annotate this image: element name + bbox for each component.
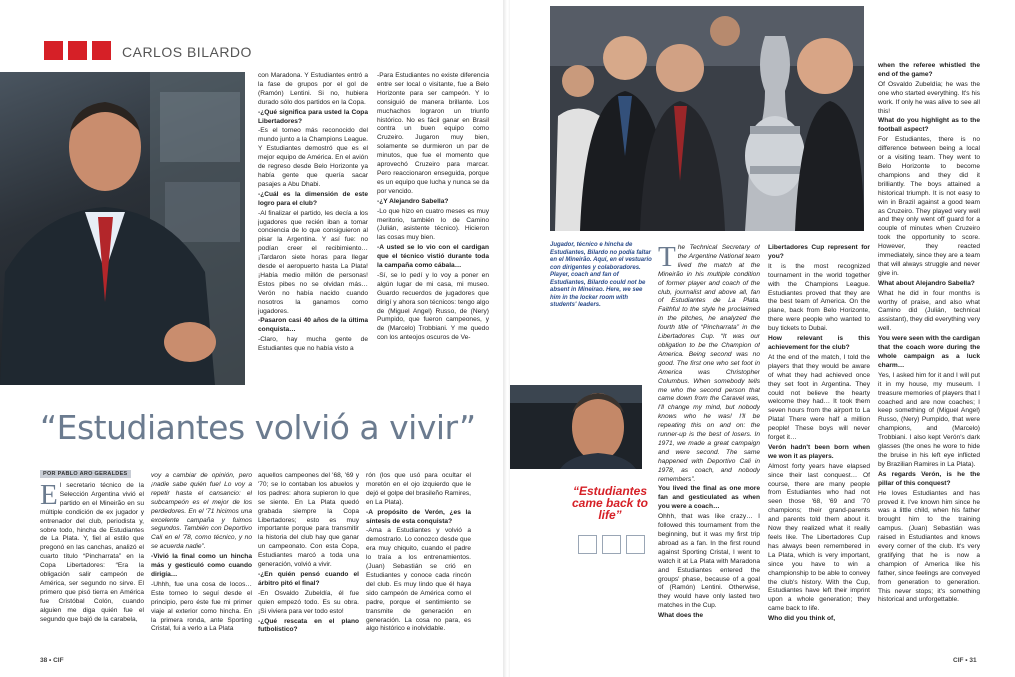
paragraph: -Ama a Estudiantes y volvió a demostrarlo. Lo conozco desde que era muy chiquito, cuando el padre lo traía a los entrenamientos. (Juan) Sebastián se crió en Estudiantes y conoce cada rincón del club. Es muy lindo que él haya sido campeón de América como el padre, porque el sentimiento se transmite de generación en generación. La cosa no para, es algo histórico e inolvidable. [366, 527, 471, 633]
paragraph: Yes, I asked him for it and I will put it in my house, my museum. I treasure memories of players that I coached and are now coaches; I keep something of (Miguel Angel) Russo, (Nery) Pumpido, that were champions, and (Marcelo) Trobbiani. I also kept Verón's dark glasses (the ones he wore to hide the bruise in his left eye inflicted by Brazilian Ramires in La Plata). [878, 371, 980, 468]
paragraph: con Maradona. Y Estudiantes entró a la fase de grupos por el gol de (Ramón) Lentini. Si no, hubiera durado sólo dos partidos en la Copa. [258, 72, 368, 106]
question: when the referee whistled the end of the game? [878, 62, 980, 78]
es-column-4 [151, 472, 252, 662]
paragraph: aquellos campeones del '68, '69 y '70; se lo contaban los abuelos y los padres: ahora supieron lo que se siente. En La Plata quedó grabada siempre la Copa Libertadores; esto es muy importante porque para transmitir la historia del club hay que ganar un campeonato. Con esta Copa, Estudiantes marcó a toda una generación, volvió a vivir. [258, 472, 359, 569]
es-column-6 [366, 472, 471, 662]
paragraph: voy a cambiar de opinión, pero ¡nadie sabe quién fue! Lo voy a repetir hasta el cansancio: el subcampeón es el mejor de los perdedores. En el '71 hicimos una excelente campaña y fuimos segundos. También con Deportivo Cali en el '78, como técnico, y no se acuerda nadie”. [151, 472, 252, 551]
left-page [0, 0, 505, 677]
outline-square [626, 535, 645, 554]
es-column-1 [258, 72, 368, 387]
question: -¿Y Alejandro Sabella? [377, 197, 449, 205]
question: Who did you think of, [768, 615, 836, 623]
es-column-2 [377, 72, 489, 387]
question: What about Alejandro Sabella? [878, 279, 975, 287]
paragraph: Of Osvaldo Zubeldía; he was the one who started everything. It's his work. If only he was alive to see all this! [878, 80, 980, 115]
paragraph: -Al finalizar el partido, les decía a los jugadores que recién iban a tomar conciencia de lo que consiguieron al pisar la Argentina. Y así fue: no podían creer el recibimiento… ¡Tardaron siete horas para llegar desde el aeropuerto hasta La Plata! ¡Había medio millón de personas! Estos pibes no se olvidan más… Verón no había nacido cuando nosotros la ganamos como jugadores. [258, 209, 368, 315]
page-number-right: CIF • 31 [953, 657, 977, 664]
question: You lived the final as one more fan and gesticulated as when you were a coach… [658, 485, 760, 511]
accent-square [92, 41, 111, 60]
question: As regards Verón, is he the pillar of this conquest? [878, 470, 980, 487]
paragraph: What he did in four months is worthy of praise, and also what Camino did (Julián, technical assistant), they did everything very well. [878, 289, 980, 333]
paragraph: For Estudiantes, there is no difference between being a local or a visiting team. They went to Belo Horizonte to become champions and they did it brilliantly. The boys attained a historical triumph. It is not easy to win in Brazil against a good team as Cruzeiro. They played very well and they only went off guard for a couple of minutes when Cruzeiro took the opportunity to score. However, they reacted immediately, since they are a team that will always struggle and never give in. [878, 136, 980, 277]
outline-square [578, 535, 597, 554]
question: -A propósito de Verón, ¿es la síntesis de esta conquista? [366, 508, 471, 525]
drop-cap: T [658, 244, 676, 273]
question: -Pasaron casi 40 años de la última conquista… [258, 317, 368, 334]
paragraph: At the end of the match, I told the players that they would be aware of what they had achieved once they set foot in Argentina. They could not believe the hearty welcome they had… It took them seven hours from the airport to La Plata! There were half a million people! These boys will never forget it… [768, 353, 870, 442]
pull-quote: “Estudiantes came back to life” [571, 484, 649, 522]
paragraph: -Claro, hay mucha gente de Estudiantes que no había visto a [258, 336, 368, 353]
question: -Vivió la final como un hincha más y gesticuló como cuando dirigía… [151, 553, 252, 578]
accent-square [44, 41, 63, 60]
question: -¿Cuál es la dimensión de este logro para el club? [258, 190, 368, 207]
section-title: CARLOS BILARDO [122, 44, 252, 60]
right-page [510, 0, 1015, 677]
es-column-5 [258, 472, 359, 662]
paragraph: -Sí, se lo pedí y lo voy a poner en algún lugar de mi casa, mi museo. Guardo recuerdos de jugadores que dirigí y ahora son técnicos: tengo algo de (Miguel Angel) Russo, de (Nery) Pumpido, que fueron campeones, y de (Marcelo) Trobbiani. Y me quedo con los anteojos oscuros de Ve- [377, 271, 489, 342]
celebration-photo [550, 6, 864, 231]
lead-paragraph [40, 482, 144, 625]
question: You were seen with the cardigan that the coach wore during the whole campaign as a luck charm… [878, 335, 980, 369]
paragraph: -Para Estudiantes no existe diferencia entre ser local o visitante, fue a Belo Horizonte para ser campeón. Y lo consiguió de manera brillante. Los muchachos lograron un triunfo histórico. No es fácil ganar en Brasil contra un buen equipo como Cruzeiro. Jugaron muy bien, solamente se durmieron un par de minutos, que fue el momento que aprovechó Cruzeiro para marcar. Pero reaccionaron enseguida, porque es un equipo que lucha y nunca se da por vencido. [377, 72, 489, 195]
outline-square [602, 535, 621, 554]
paragraph: -Es el torneo más reconocido del mundo junto a la Champions League. Y Estudiantes demostró que es el mejor equipo de América. En el avión de regreso desde Belo Horizonte ya había gente que quería sacar pasajes a Abu Dhabi. [258, 127, 368, 188]
question: What does the [658, 612, 704, 620]
paragraph: rón (los que usó para ocultar el moretón en el ojo izquierdo que le dejó el golpe del brasileño Ramires, en La Plata). [366, 472, 471, 506]
bilardo-portrait-photo [0, 72, 245, 385]
en-column-1 [658, 244, 760, 664]
lead-text: he Technical Secretary of the Argentine National team lived the match at the Mineirão in his multiple condition of former player and coach of the club, journalist and above all, fan of Estudiantes de La Plata. Faithful to the style he proclaimed in the pitches, he analyzed the fourth title of “Pincharrata” in the Libertadores Cup. “It was our obligation to be the Champion of America. Being second was no good. The first one who set foot in America was Christopher Columbus. When somebody tells me who the second person that came down from the Caravel was, I'll change my mind, but nobody knows who he was! I'll be repeating this on and on: the runner-up is the best of losers. In 1971, we made a great campaign and were second. The same happened with Deportivo Cali in 1978, as coach, and nobody remembers”. [658, 244, 760, 483]
question: How relevant is this achievement for the club? [768, 335, 870, 351]
question: Libertadores Cup represent for you? [768, 244, 870, 260]
photo-caption: Jugador, técnico e hincha de Estudiantes, Bilardo no podía faltar en el Mineirão. Aquí, en el vestuario con dirigentes y colaboradores. Player, coach and fan of Estudiantes, Bilardo could not be absent in Mineirao. Here, we see him in the locker room with students' leaders. [550, 242, 652, 308]
question: What do you highlight as to the football aspect? [878, 117, 980, 134]
bilardo-closeup-photo [510, 385, 642, 469]
question: -A usted se lo vio con el cardigan que el técnico vistió durante toda la campaña como cábala… [377, 244, 489, 270]
question: -¿Qué rescata en el plano futbolístico? [258, 617, 359, 634]
paragraph: Ohhh, that was like crazy… I followed this tournament from the beginning, but it was my first trip abroad as a fan. In the first round against Sporting Cristal, I went to watch it at La Plata with Maradona and Estudiantes entered the groups' phase, because of a goal of (Ramón) Lentini. Otherwise, they would have only lasted two matches in the Cup. [658, 513, 760, 610]
paragraph: -En Osvaldo Zubeldía, él fue quien empezó todo. Es su obra. ¡Si viviera para ver todo esto! [258, 589, 359, 615]
question: -¿En quién pensó cuando el árbitro pitó el final? [258, 570, 359, 587]
paragraph: -Lo que hizo en cuatro meses es muy meritorio, también lo de Camino (Julián, asistente técnico). Hicieron las cosas muy bien. [377, 207, 489, 242]
paragraph: Almost forty years have elapsed since their last conquest… Of course, there are many people from Estudiantes who had not seen those '68, '69 and '70 champions; their grand-parents and parents told them about it. Now they realized what it really feels like. The Libertadores Cup has always been remembered in La Plata, which is very important, since you have to win a championship to be able to convey the club's history. With the Cup, Estudiantes have left their imprint upon a whole generation; they came back to life. [768, 462, 870, 613]
es-column-3 [40, 482, 144, 662]
paragraph: -Uhhh, fue una cosa de locos… Este torneo lo seguí desde el principio, pero éste fue mi primer viaje al exterior como hincha. En la primera ronda, ante Sporting Cristal, fui a verlo a La Plata [151, 580, 252, 633]
drop-cap: E [40, 482, 58, 511]
accent-square [68, 41, 87, 60]
lead-paragraph [658, 244, 760, 484]
byline: POR PABLO ARO GERALDES [40, 470, 131, 478]
lead-text: l secretario técnico de la Selección Argentina vivió el partido en el Mineirão en su múltiple condición de ex jugador y entrenador del club, periodista y, sobre todo, hincha de Estudiantes de La Plata. Y, fiel al estilo que pregonó en las canchas, analizó el cuarto título “Pincharrata” en la Copa Libertadores: “Era la obligación salir campeón de América, ser segundo no sirve. El primero que pisó tierra en América fue Cristóbal Colón, cuando alguien me diga quién fue el segundo que bajó de la carabela, [40, 482, 144, 623]
paragraph: He loves Estudiantes and has proved it. I've known him since he was a little child, when his father brought him to the training campus. (Juan) Sebastián was raised in Estudiantes and knows every corner of the club. It's very gratifying that he is now a champion of America like his father, since feelings are conveyed from generation to generation. This never stops; it's something historical and unforgettable. [878, 489, 980, 604]
page-number-left: 38 • CIF [40, 657, 64, 664]
en-column-3 [878, 62, 980, 664]
question: Verón hadn't been born when we won it as players. [768, 443, 870, 460]
question: -¿Qué significa para usted la Copa Libertadores? [258, 108, 368, 125]
en-column-2 [768, 244, 870, 664]
paragraph: It is the most recognized tournament in the world together with the Champions League. Estudiantes proved that they are the best team of America. On the plane, back from Belo Horizonte, there were people who wanted to buy tickets to Dubai. [768, 262, 870, 333]
headline: “Estudiantes volvió a vivir” [40, 408, 476, 447]
